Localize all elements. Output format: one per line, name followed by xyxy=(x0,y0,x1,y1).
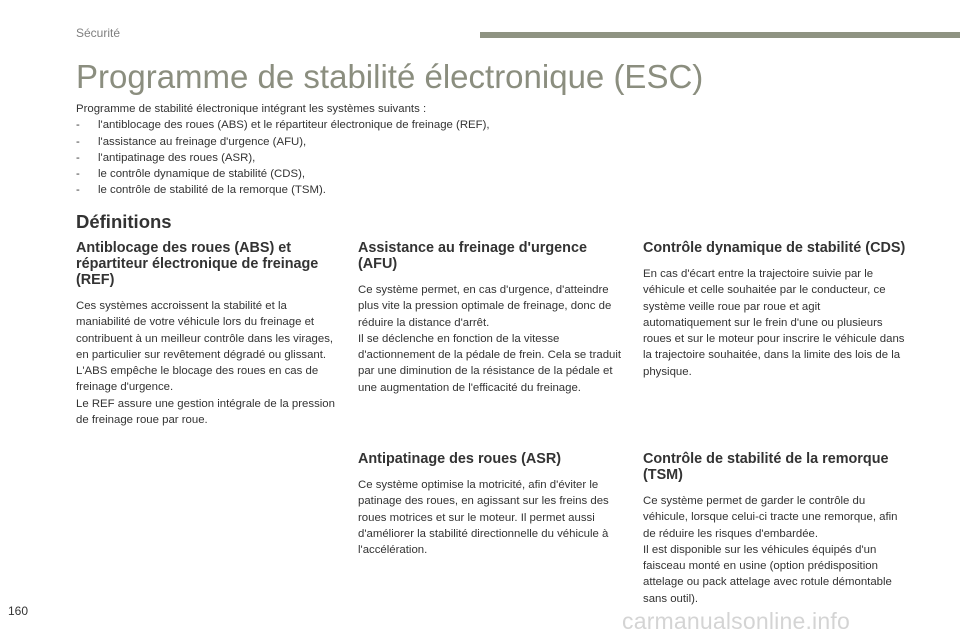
abs-section xyxy=(76,240,338,428)
tsm-heading: Contrôle de stabilité de la remorque (TSM) xyxy=(643,451,889,483)
intro-list xyxy=(76,117,636,198)
page-title: Programme de stabilité électronique (ESC) xyxy=(76,58,704,95)
asr-text: Ce système optimise la motricité, afin d'éviter le patinage des roues, en agissant sur les freins des roues motrices et sur le moteur. Il permet aussi d'améliorer la stabilité directionnelle du véhicule à l'accélération. xyxy=(358,479,609,557)
tsm-section xyxy=(643,451,909,607)
dash-bullet: - xyxy=(76,135,80,148)
header-bar xyxy=(480,32,960,38)
page-number: 160 xyxy=(8,604,29,618)
list-item xyxy=(76,134,636,150)
cds-text: En cas d'écart entre la trajectoire suivie par le véhicule et celle souhaitée par le conducteur, ce système veille roue par roue et agit automatiquement sur le frein d'une ou plusieurs roues et sur le moteur pour inscrire le véhicule dans la trajectoire souhaitée, dans la limite des lois de la physique. xyxy=(643,268,905,378)
tsm-text: Ce système permet de garder le contrôle du véhicule, lorsque celui-ci tracte une remorque, afin de réduire les risques d'embardée. Il est disponible sur les véhicules équipés d'un faisceau monté en usine (option prédisposition attelage ou pack attelage avec rotule démontable sans outil). xyxy=(643,495,898,605)
section-label: Sécurité xyxy=(76,26,121,40)
dash-bullet: - xyxy=(76,184,80,197)
abs-heading: Antiblocage des roues (ABS) et répartiteur électronique de freinage (REF) xyxy=(76,240,319,288)
afu-section xyxy=(358,240,626,396)
dash-bullet: - xyxy=(76,119,80,132)
list-item xyxy=(76,166,636,182)
list-item-text: l'assistance au freinage d'urgence (AFU), xyxy=(98,135,307,148)
afu-heading: Assistance au freinage d'urgence (AFU) xyxy=(358,240,587,272)
list-item xyxy=(76,117,636,133)
list-item-text: le contrôle dynamique de stabilité (CDS), xyxy=(98,168,306,181)
dash-bullet: - xyxy=(76,151,80,164)
list-item-text: l'antiblocage des roues (ABS) et le répartiteur électronique de freinage (REF), xyxy=(98,119,490,132)
abs-text: Ces systèmes accroissent la stabilité et la maniabilité de votre véhicule lors du freinage et contribuent à un meilleur contrôle dans les virages, en particulier sur revêtement dégradé ou glissant. L'ABS empêche le blocage des roues en cas de freinage d'urgence. Le REF assure une gestion intégrale de la pression de freinage roue par roue. xyxy=(76,300,335,427)
list-item xyxy=(76,150,636,166)
afu-text: Ce système permet, en cas d'urgence, d'atteindre plus vite la pression optimale de freinage, donc de réduire la distance d'arrêt. Il se déclenche en fonction de la vitesse d'actionnement de la pédale de frein. Cela se traduit par une diminution de la résistance de la pédale et une augmentation de l'efficacité du freinage. xyxy=(358,284,622,394)
definitions-heading: Définitions xyxy=(76,211,172,232)
asr-section xyxy=(358,451,628,558)
intro-lead: Programme de stabilité électronique intégrant les systèmes suivants : xyxy=(76,103,427,115)
list-item xyxy=(76,182,636,198)
dash-bullet: - xyxy=(76,168,80,181)
intro-block xyxy=(76,101,636,199)
watermark: carmanualsonline.info xyxy=(622,608,850,634)
cds-heading: Contrôle dynamique de stabilité (CDS) xyxy=(643,240,906,256)
list-item-text: l'antipatinage des roues (ASR), xyxy=(98,151,256,164)
list-item-text: le contrôle de stabilité de la remorque (TSM). xyxy=(98,184,326,197)
asr-heading: Antipatinage des roues (ASR) xyxy=(358,451,562,467)
cds-section xyxy=(643,240,911,380)
